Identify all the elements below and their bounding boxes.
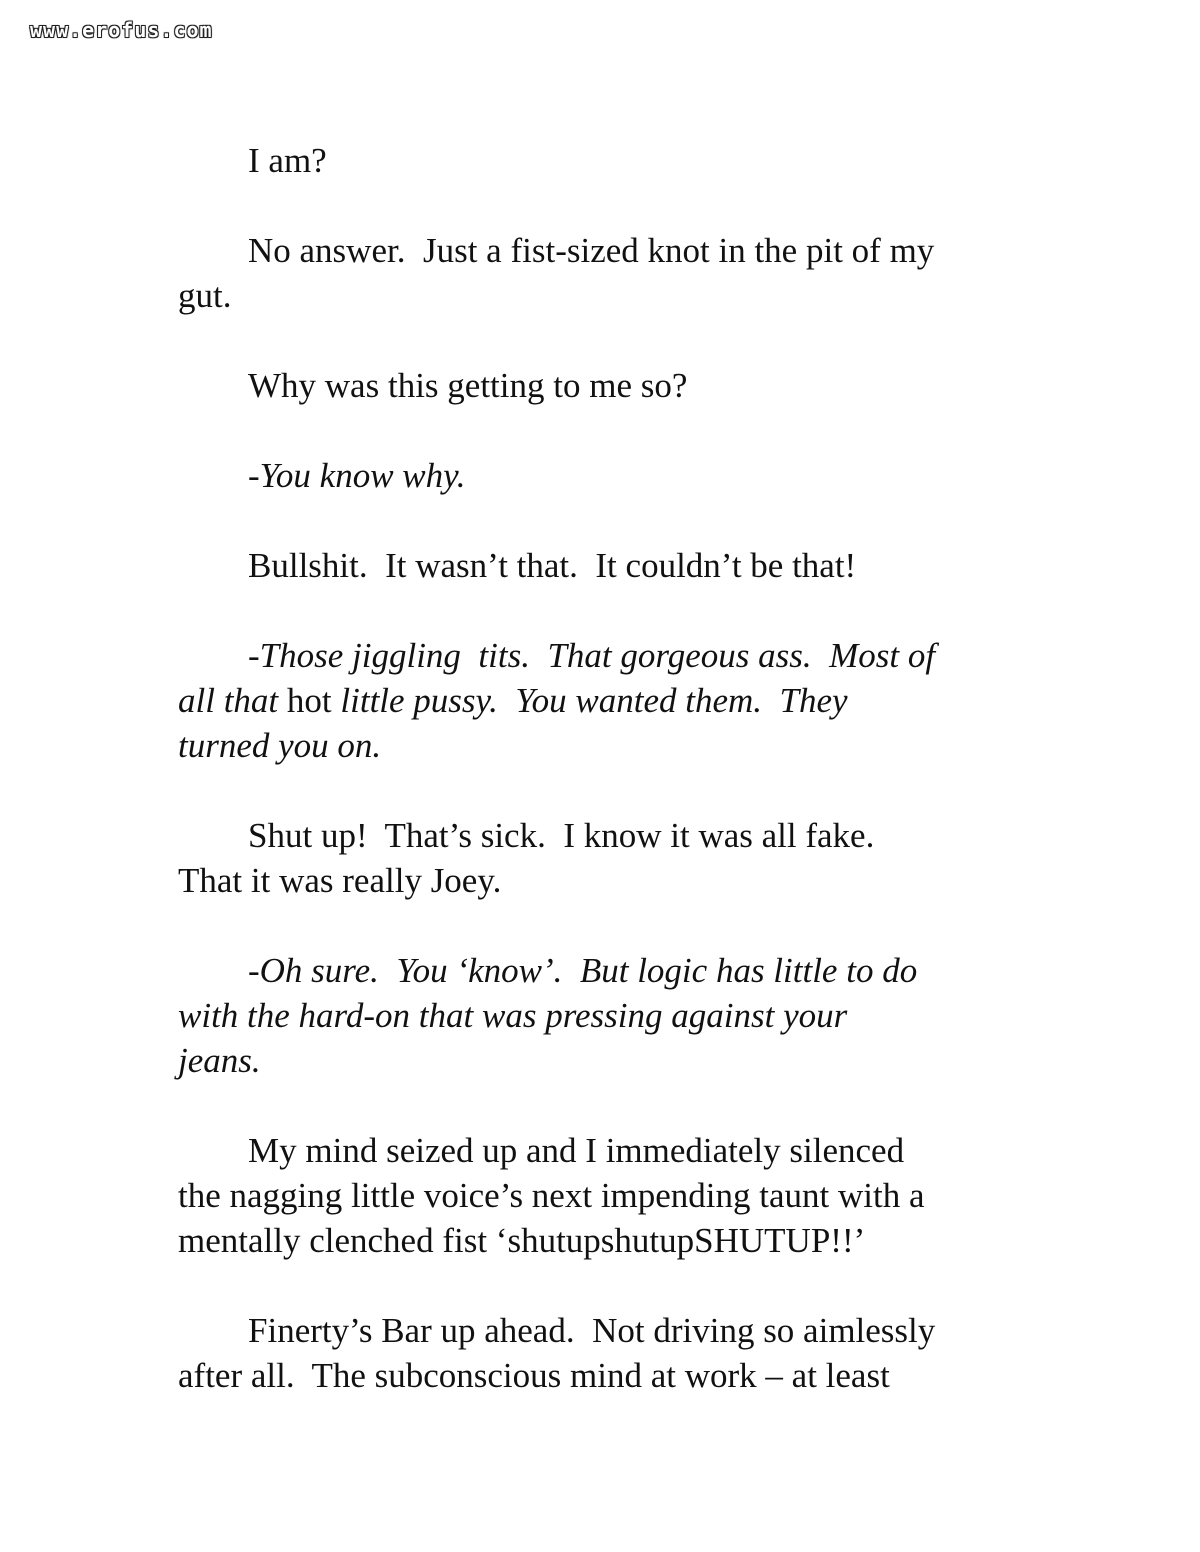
italic-run: jeans. xyxy=(178,1041,261,1080)
text-line xyxy=(178,723,1038,768)
paragraph xyxy=(178,138,1038,183)
text-run: Finerty’s Bar up ahead. Not driving so aimlessly xyxy=(248,1311,936,1350)
text-line xyxy=(178,1218,1038,1263)
text-run: That it was really Joey. xyxy=(178,861,502,900)
text-line xyxy=(178,1353,1038,1398)
text-line xyxy=(178,858,1038,903)
paragraph xyxy=(178,1128,1038,1263)
text-run: - xyxy=(248,636,260,675)
text-line xyxy=(178,1128,1038,1173)
text-run: Bullshit. It wasn’t that. It couldn’t be that! xyxy=(248,546,857,585)
text-line xyxy=(178,1038,1038,1083)
paragraph xyxy=(178,813,1038,903)
italic-run: You know why. xyxy=(259,456,466,495)
paragraph xyxy=(178,453,1038,498)
text-line xyxy=(178,363,1038,408)
paragraph xyxy=(178,543,1038,588)
text-line xyxy=(178,633,1038,678)
italic-run: with the hard-on that was pressing against your xyxy=(178,996,848,1035)
italic-run: Those jiggling tits. That gorgeous ass. Most of xyxy=(259,636,936,675)
text-run: - xyxy=(248,456,260,495)
paragraph xyxy=(178,1308,1038,1398)
text-line xyxy=(178,453,1038,498)
italic-run: turned you on. xyxy=(178,726,382,765)
page-body xyxy=(178,138,1038,1398)
text-line xyxy=(178,228,1038,273)
text-run: My mind seized up and I immediately silenced xyxy=(248,1131,905,1170)
text-line xyxy=(178,138,1038,183)
text-run: Shut up! That’s sick. I know it was all fake. xyxy=(248,816,875,855)
text-run: the nagging little voice’s next impending taunt with a xyxy=(178,1176,925,1215)
paragraph xyxy=(178,363,1038,408)
italic-run: all that xyxy=(178,681,287,720)
text-line xyxy=(178,813,1038,858)
text-line xyxy=(178,543,1038,588)
text-run: mentally clenched fist ‘shutupshutupSHUTUP!!’ xyxy=(178,1221,866,1260)
text-run: I am? xyxy=(248,141,327,180)
text-run: gut. xyxy=(178,276,232,315)
italic-run: little pussy. You wanted them. They xyxy=(340,681,848,720)
text-run: - xyxy=(248,951,260,990)
text-run: hot xyxy=(286,681,341,720)
text-line xyxy=(178,993,1038,1038)
italic-run: Oh sure. You ‘know’. But logic has little to do xyxy=(259,951,918,990)
text-line xyxy=(178,1173,1038,1218)
text-line xyxy=(178,1308,1038,1353)
text-run: Why was this getting to me so? xyxy=(248,366,688,405)
text-line xyxy=(178,273,1038,318)
watermark-text: www.erofus.com xyxy=(30,18,213,42)
text-line xyxy=(178,678,1038,723)
paragraph xyxy=(178,948,1038,1083)
text-run: after all. The subconscious mind at work – at least xyxy=(178,1356,890,1395)
paragraph xyxy=(178,633,1038,768)
paragraph xyxy=(178,228,1038,318)
text-line xyxy=(178,948,1038,993)
text-run: No answer. Just a fist-sized knot in the pit of my xyxy=(248,231,935,270)
